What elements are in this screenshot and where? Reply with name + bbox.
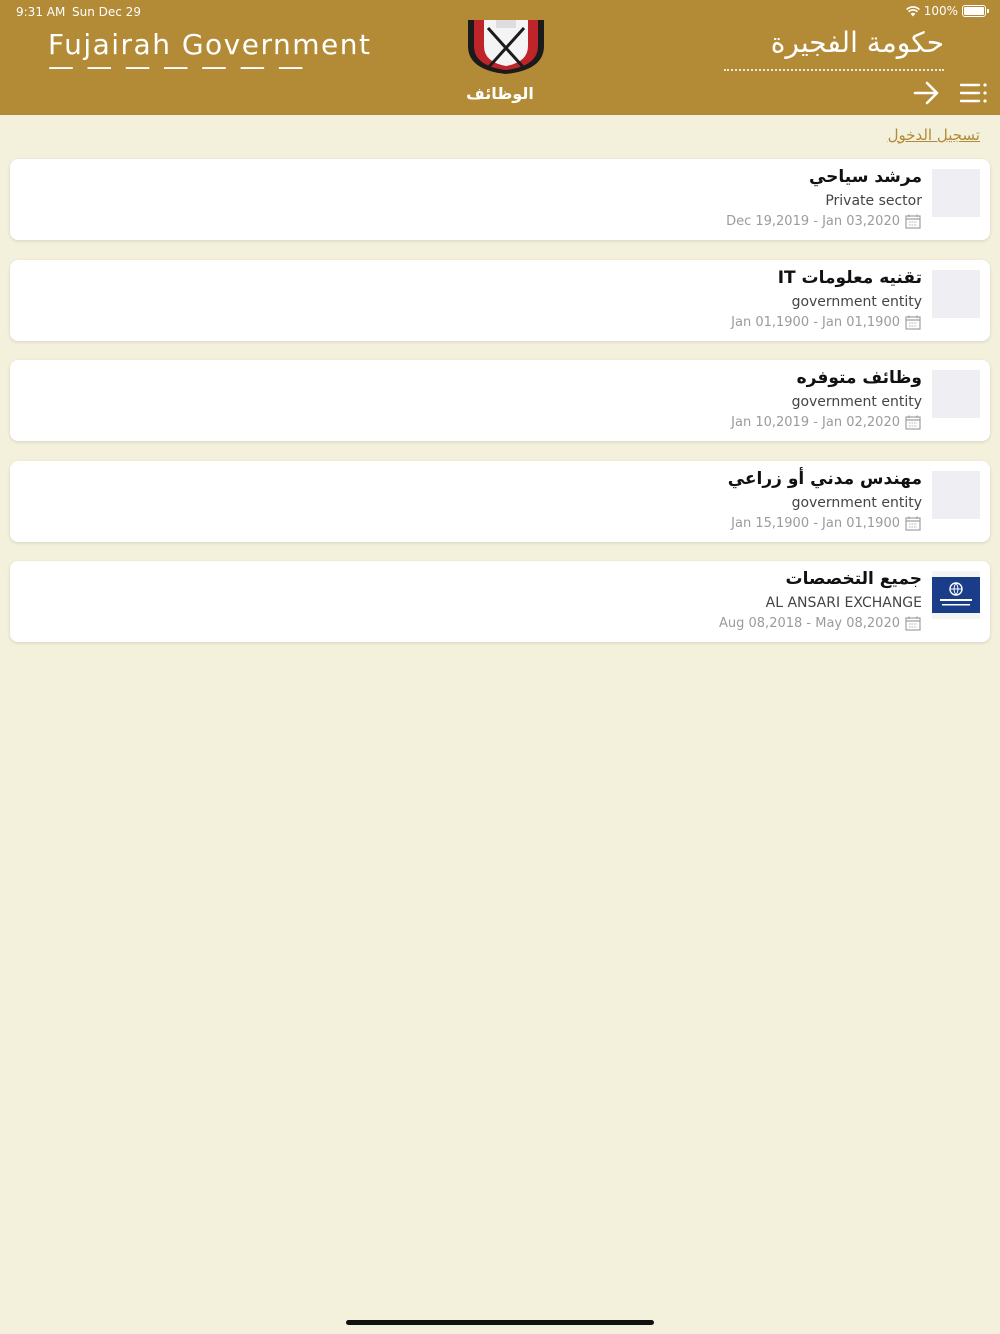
menu-icon[interactable] [958, 80, 988, 106]
job-card[interactable] [10, 561, 990, 642]
app-header [0, 0, 1000, 115]
job-title: مهندس مدني أو زراعي [727, 469, 922, 489]
job-title: جميع التخصصات [785, 569, 922, 589]
home-indicator [346, 1320, 654, 1325]
calendar-icon [905, 616, 921, 631]
brand-subtitle-english-cropped [48, 66, 388, 72]
login-link[interactable]: تسجيل الدخول [887, 126, 980, 144]
company-logo [932, 571, 980, 619]
battery-percent: 100% [923, 4, 958, 18]
page-title: الوظائف [466, 84, 534, 103]
job-card[interactable] [10, 461, 990, 542]
status-indicators [906, 4, 986, 18]
back-arrow-icon[interactable] [912, 80, 940, 106]
job-dates: Jan 01,1900 - Jan 01,1900 [731, 315, 900, 330]
job-sector: AL ANSARI EXCHANGE [765, 595, 922, 611]
job-title: وظائف متوفره [796, 368, 922, 388]
company-logo [932, 169, 980, 217]
job-dates: Jan 15,1900 - Jan 01,1900 [731, 516, 900, 531]
company-logo [932, 471, 980, 519]
al-ansari-logo-icon [932, 577, 980, 613]
brand-name-english: Fujairah Government [48, 28, 372, 61]
company-logo [932, 270, 980, 318]
job-sector: government entity [791, 394, 922, 410]
emblem-icon [466, 20, 546, 74]
job-dates: Jan 10,2019 - Jan 02,2020 [731, 415, 900, 430]
job-card[interactable] [10, 260, 990, 341]
wifi-icon [906, 6, 920, 17]
job-sector: government entity [791, 495, 922, 511]
calendar-icon [905, 415, 921, 430]
job-sector: Private sector [825, 193, 922, 209]
job-title: مرشد سياحي [808, 167, 922, 187]
calendar-icon [905, 214, 921, 229]
battery-icon [962, 5, 986, 17]
status-time: 9:31 AM [16, 5, 66, 19]
status-bar [0, 0, 1000, 22]
job-card[interactable] [10, 159, 990, 240]
job-sector: government entity [791, 294, 922, 310]
job-dates: Aug 08,2018 - May 08,2020 [719, 616, 900, 631]
job-dates: Dec 19,2019 - Jan 03,2020 [726, 214, 900, 229]
brand-name-arabic: حكومة الفجيرة [770, 26, 944, 59]
company-logo [932, 370, 980, 418]
job-card[interactable] [10, 360, 990, 441]
calendar-icon [905, 315, 921, 330]
calendar-icon [905, 516, 921, 531]
status-date: Sun Dec 29 [72, 5, 141, 19]
brand-subtitle-arabic-cropped [724, 66, 944, 72]
job-title: تقنيه معلومات IT [777, 268, 922, 288]
